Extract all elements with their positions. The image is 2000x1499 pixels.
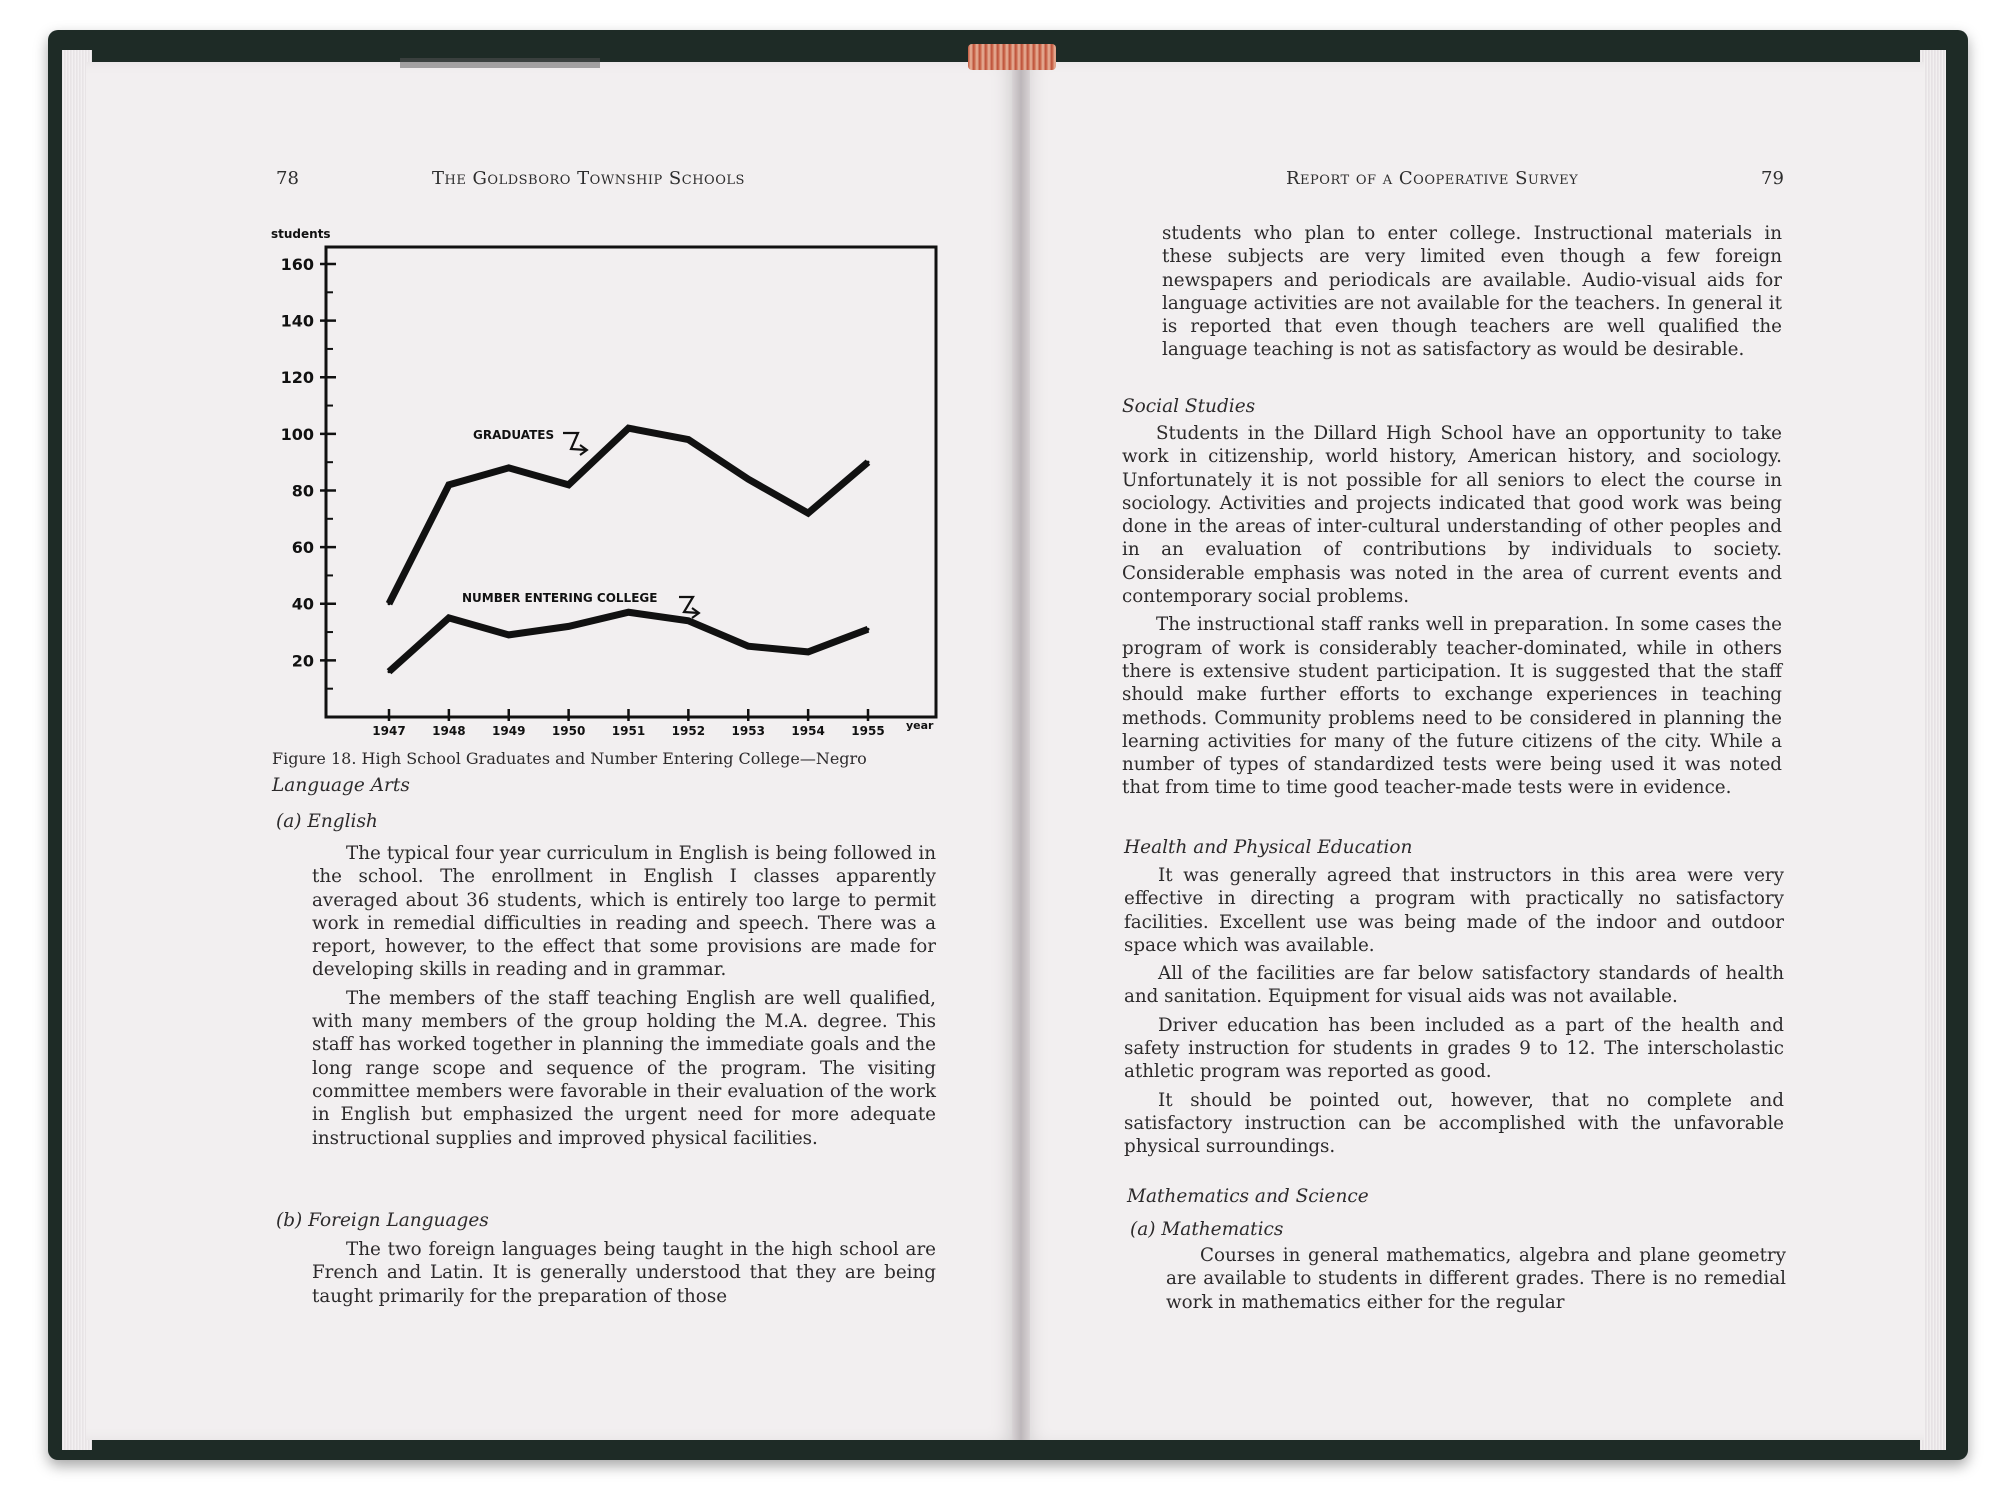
health-paragraph-1: It was generally agreed that instructors in this area were very effective in directing a program with practically no satisfactory facilities. Excellent use was being made of the indoor and outdoor space which was available. xyxy=(1124,865,1784,956)
data-point-college-1954 xyxy=(807,650,810,653)
line-chart xyxy=(266,222,946,742)
section-heading-language-arts: Language Arts xyxy=(272,775,410,796)
data-point-graduates-1953 xyxy=(747,478,750,481)
x-axis-label: year xyxy=(906,719,934,732)
right-page-number: 79 xyxy=(1761,168,1784,189)
data-point-college-1948 xyxy=(447,616,450,619)
data-point-college-1949 xyxy=(507,633,510,636)
section-heading-health: Health and Physical Education xyxy=(1124,837,1413,858)
data-point-college-1951 xyxy=(627,611,630,614)
health-paragraph-4: It should be pointed out, however, that no complete and satisfactory instruction can be accomplished with the unfavorable physical surroundings. xyxy=(1124,1089,1784,1158)
foreign-languages-text-block xyxy=(312,1238,936,1308)
data-point-college-1955 xyxy=(867,628,870,631)
data-point-graduates-1951 xyxy=(627,427,630,430)
y-axis-label: students xyxy=(271,227,331,241)
subsection-english xyxy=(276,811,378,832)
section-heading-social-studies: Social Studies xyxy=(1122,396,1256,417)
social-paragraph-2: The instructional staff ranks well in preparation. In some cases the program of work is considerably teacher-dominated, while in others there is extensive student participation. It is suggested that the staff should make further efforts to exchange experiences in teaching methods. Community problems need to be considered in planning the learning activities for many of the future citizens of the city. While a number of types of standardized tests were being used it was noted that from time to time good teacher-made tests were in evidence. xyxy=(1122,614,1782,799)
health-paragraph-2: All of the facilities are far below satisfactory standards of health and sanitation. Equipment for visual aids was not available. xyxy=(1124,963,1784,1008)
x-tick-label-1954: 1954 xyxy=(791,724,825,738)
left-page-number: 78 xyxy=(276,168,299,189)
x-tick-label-1949: 1949 xyxy=(492,724,526,738)
y-tick-label-60: 60 xyxy=(291,538,314,558)
data-point-college-1947 xyxy=(388,670,391,673)
data-point-graduates-1948 xyxy=(447,483,450,486)
data-point-graduates-1950 xyxy=(567,483,570,486)
y-tick-label-140: 140 xyxy=(280,311,314,331)
continued-paragraph: students who plan to enter college. Instructional materials in these subjects are very limited even though a few foreign newspapers and periodicals are available. Audio-visual aids for language activities are not available for the teachers. In general it is reported that even though teachers are well qualified the language teaching is not as satisfactory as would be desirable. xyxy=(1162,223,1782,361)
x-tick-label-1950: 1950 xyxy=(551,724,586,738)
data-point-college-1952 xyxy=(687,619,690,622)
data-point-graduates-1949 xyxy=(507,466,510,469)
subsection-foreign-languages: (b) Foreign Languages xyxy=(276,1210,489,1231)
y-tick-label-20: 20 xyxy=(291,651,314,671)
mathematics-text-block xyxy=(1166,1244,1786,1314)
health-text-block xyxy=(1124,864,1784,1159)
book-gutter xyxy=(1012,62,1030,1440)
series-line-graduates xyxy=(389,428,868,604)
y-tick-label-40: 40 xyxy=(291,594,314,614)
foreign-languages-paragraph: The two foreign languages being taught in the high school are French and Latin. It is generally understood that they are being taught primarily for the preparation of those xyxy=(312,1239,936,1307)
data-point-college-1953 xyxy=(747,645,750,648)
data-point-college-1950 xyxy=(567,625,570,628)
x-tick-label-1953: 1953 xyxy=(731,724,765,738)
social-studies-text-block xyxy=(1122,422,1782,800)
subsection-english-label: (a) English xyxy=(276,811,378,832)
x-tick-label-1948: 1948 xyxy=(432,724,466,738)
english-text-block xyxy=(312,842,936,1150)
x-tick-label-1951: 1951 xyxy=(611,724,646,738)
english-paragraph-1: The typical four year curriculum in English is being followed in the school. The enrollment in English I classes apparently averaged about 36 students, which is entirely too large to permit work in remedial difficulties in reading and speech. There was a report, however, to the effect that some provisions are made for developing skills in reading and in grammar. xyxy=(312,843,936,981)
subsection-mathematics: (a) Mathematics xyxy=(1130,1219,1284,1240)
figure-caption: Figure 18. High School Graduates and Number Entering College—Negro xyxy=(272,749,867,768)
left-running-head: The Goldsboro Township Schools xyxy=(432,168,745,189)
mathematics-paragraph: Courses in general mathematics, algebra and plane geometry are available to students in different grades. There is no remedial work in mathematics either for the regular xyxy=(1166,1245,1786,1313)
right-running-head: Report of a Cooperative Survey xyxy=(1286,168,1579,189)
y-tick-label-120: 120 xyxy=(280,368,314,388)
data-point-graduates-1955 xyxy=(867,461,870,464)
y-tick-label-100: 100 xyxy=(280,424,314,444)
english-paragraph-2: The members of the staff teaching English are well qualified, with many members of the group holding the M.A. degree. This staff has worked together in planning the immediate goals and the long range scope and sequence of the program. The visiting committee members were favorable in their evaluation of the work in English but emphasized the urgent need for more adequate instructional supplies and improved physical facilities. xyxy=(312,987,936,1149)
section-heading-math-science: Mathematics and Science xyxy=(1127,1186,1369,1207)
y-tick-label-160: 160 xyxy=(280,254,314,274)
annotation-graduates: GRADUATES xyxy=(473,428,555,442)
continued-text-block xyxy=(1162,222,1782,362)
data-point-graduates-1954 xyxy=(807,512,810,515)
x-tick-label-1952: 1952 xyxy=(671,724,706,738)
top-edge-mark xyxy=(400,58,600,68)
health-paragraph-3: Driver education has been included as a part of the health and safety instruction for students in grades 9 to 12. The interscholastic athletic program was reported as good. xyxy=(1124,1014,1784,1083)
annotation-entering-college: NUMBER ENTERING COLLEGE xyxy=(462,591,658,605)
data-point-graduates-1947 xyxy=(388,602,391,605)
x-tick-label-1955: 1955 xyxy=(851,724,885,738)
x-tick-label-1947: 1947 xyxy=(372,724,406,738)
series-line-entering-college xyxy=(389,612,868,671)
y-tick-label-80: 80 xyxy=(291,481,314,501)
book-headband xyxy=(968,44,1056,70)
social-paragraph-1: Students in the Dillard High School have an opportunity to take work in citizenship, world history, American history, and sociology. Unfortunately it is not possible for all seniors to elect the course in sociology. Activities and projects indicated that good work was being done in the areas of inter-cultural understanding of other peoples and in an evaluation of contributions by individuals to society. Considerable emphasis was noted in the area of current events and contemporary social problems. xyxy=(1122,423,1782,608)
data-point-graduates-1952 xyxy=(687,438,690,441)
